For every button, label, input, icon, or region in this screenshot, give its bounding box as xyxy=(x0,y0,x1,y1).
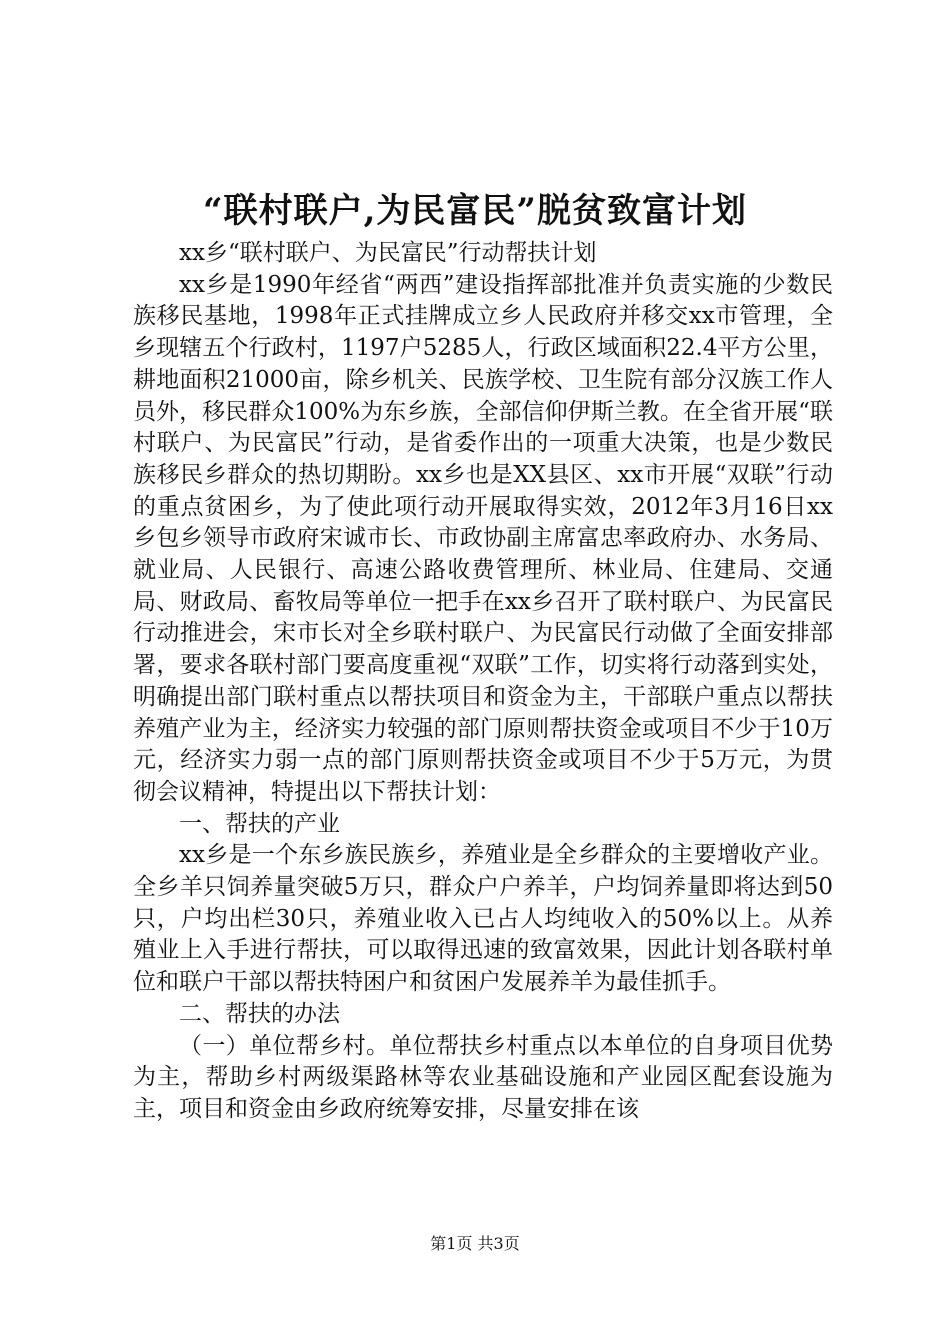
page-footer: 第1页 共3页 xyxy=(430,1234,520,1253)
document-title: “联村联户,为民富民”脱贫致富计划 xyxy=(203,191,747,231)
body-paragraph-industry: xx乡是一个东乡族民族乡，养殖业是全乡群众的主要增收产业。全乡羊只饲养量突破5万只，群众户户养羊，户均饲养量即将达到50只，户均出栏30只，养殖业收入已占人均纯收入的50%以上。从养殖业上入手进行帮扶，可以取得迅速的致富效果，因此计划各联村单位和联户干部以帮扶特困户和贫困户发展养羊为最佳抓手。 xyxy=(133,842,833,996)
body-paragraph-subtitle: xx乡“联村联户、为民富民”行动帮扶计划 xyxy=(179,240,597,266)
body-paragraph-intro: xx乡是1990年经省“两西”建设指挥部批准并负责实施的少数民族移民基地，1998年正式挂牌成立乡人民政府并移交xx市管理，全乡现辖五个行政村，1197户5285人，行政区域面积22.4平方公里，耕地面积21000亩，除乡机关、民族学校、卫生院有部分汉族工作人员外，移民群众100%为东乡族，全部信仰伊斯兰教。在全省开展“联村联户、为民富民”行动，是省委作出的一项重大决策，也是少数民族移民乡群众的热切期盼。xx乡也是XX县区、xx市开展“双联”行动的重点贫困乡，为了使此项行动开展取得实效，2012年3月16日xx乡包乡领导市政府宋诚市长、市政协副主席富忠率政府办、水务局、就业局、人民银行、高速公路收费管理所、林业局、住建局、交通局、财政局、畜牧局等单位一把手在xx乡召开了联村联户、为民富民行动推进会，宋市长对全乡联村联户、为民富民行动做了全面安排部署，要求各联村部门要高度重视“双联”工作，切实将行动落到实处，明确提出部门联村重点以帮扶项目和资金为主，干部联户重点以帮扶养殖产业为主，经济实力较强的部门原则帮扶资金或项目不少于10万元，经济实力弱一点的部门原则帮扶资金或项目不少于5万元，为贯彻会议精神，特提出以下帮扶计划： xyxy=(133,271,833,805)
body-paragraph-methods: （一）单位帮乡村。单位帮扶乡村重点以本单位的自身项目优势为主，帮助乡村两级渠路林等农业基础设施和产业园区配套设施为主，项目和资金由乡政府统筹安排，尽量安排在该 xyxy=(133,1032,833,1122)
section-heading-methods: 二、帮扶的办法 xyxy=(179,1000,340,1027)
document-body xyxy=(133,238,833,1126)
section-heading-industry: 一、帮扶的产业 xyxy=(179,810,340,837)
